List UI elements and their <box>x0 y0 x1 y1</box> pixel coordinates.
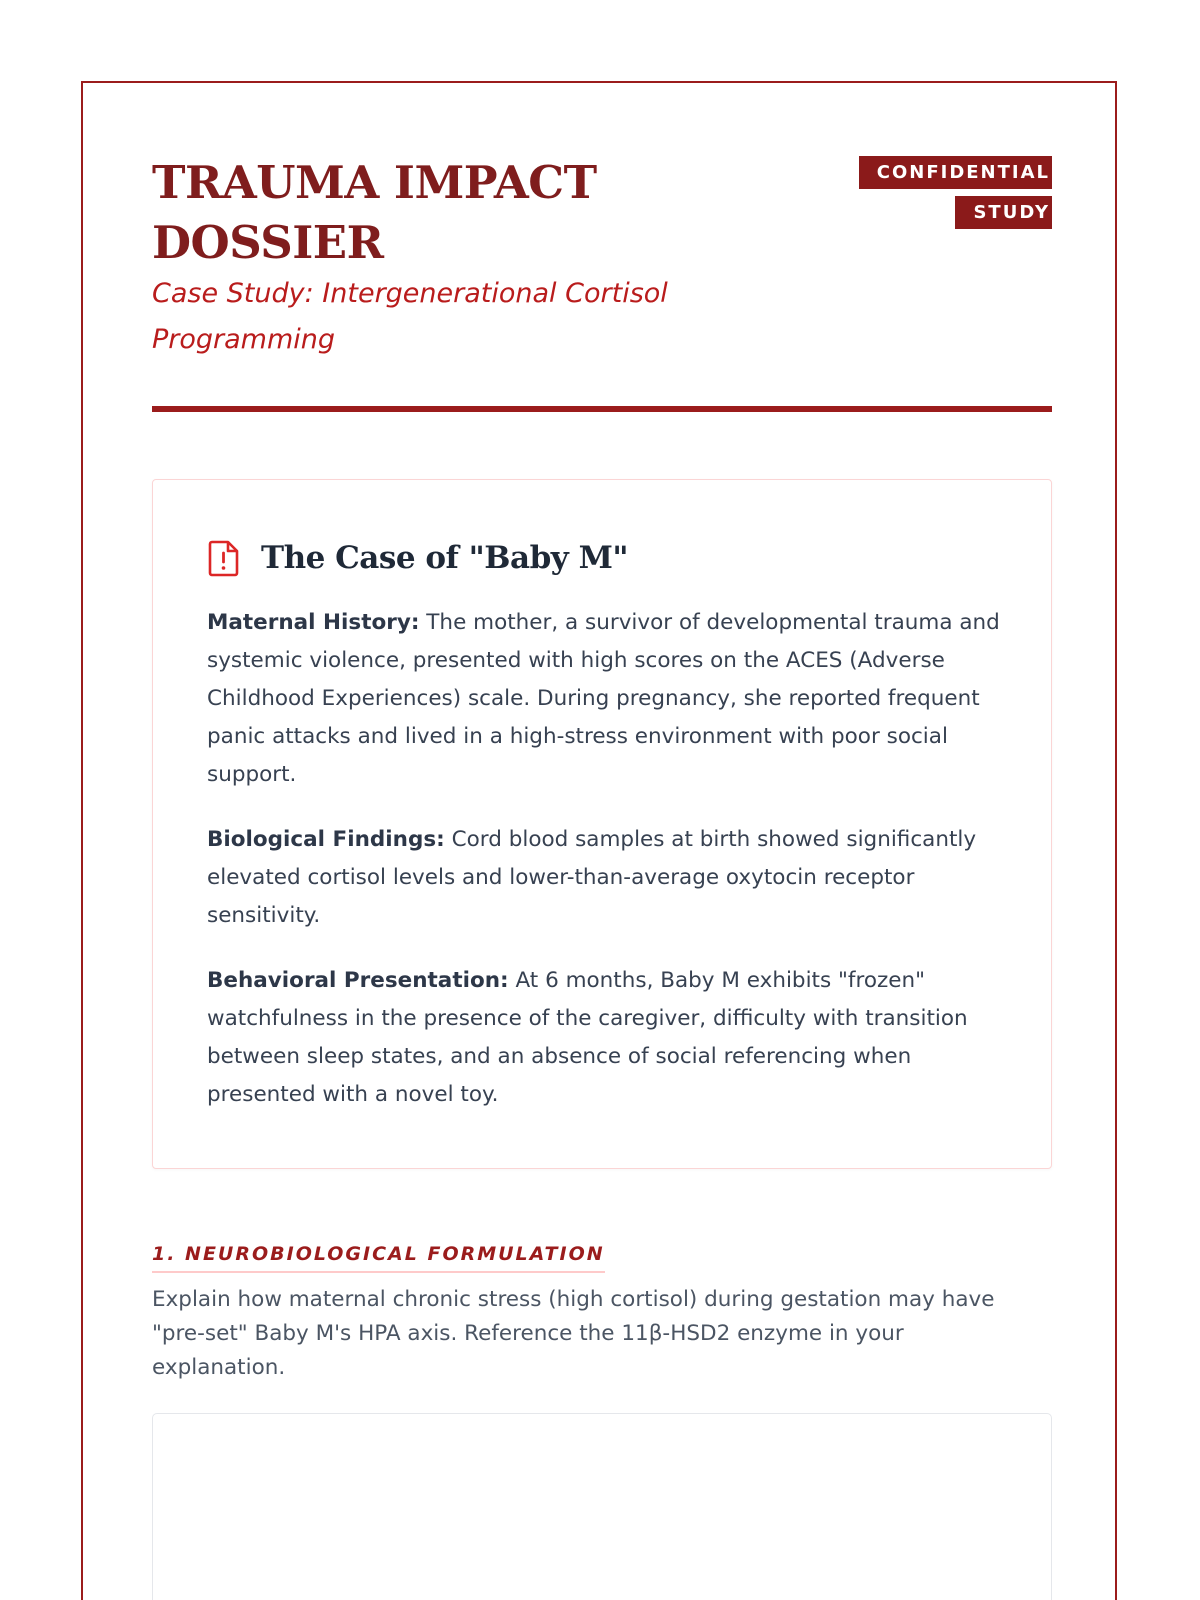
case-label: Behavioral Presentation: <box>207 968 509 993</box>
case-text: The mother, a survivor of developmental trauma and systemic violence, presented with high scores on the ACES (Adverse Childhood Experiences) scale. During pregnancy, she reported frequent panic attacks and lived in a high-stress environment with poor social support. <box>207 610 1000 787</box>
page-subtitle: Case Study: Intergenerational Cortisol Programming <box>152 278 668 355</box>
confidential-badge-wrap <box>852 153 1052 233</box>
case-paragraph-biological-findings <box>207 821 1007 935</box>
case-text: Cord blood samples at birth showed significantly elevated cortisol levels and lower-than-average oxytocin receptor sensitivity. <box>207 827 977 928</box>
confidential-badge: CONFIDENTIAL STUDY <box>859 156 1052 229</box>
section-1-answer-field[interactable] <box>152 1413 1052 1600</box>
case-card <box>152 479 1052 1169</box>
case-title: The Case of "Baby M" <box>261 540 629 576</box>
case-paragraph-behavioral-presentation <box>207 962 1007 1114</box>
file-alert-icon <box>207 539 241 577</box>
case-label: Maternal History: <box>207 610 420 635</box>
page-title: TRAUMA IMPACT DOSSIER <box>152 156 597 269</box>
case-header <box>207 536 628 580</box>
case-label: Biological Findings: <box>207 827 445 852</box>
dossier-header <box>152 153 1052 413</box>
section-1-prompt: Explain how maternal chronic stress (high cortisol) during gestation may have "pre-set" Baby M's HPA axis. Reference the 11β-HSD2 enzyme in your explanation. <box>152 1287 995 1380</box>
section-1-label: 1. NEUROBIOLOGICAL FORMULATION <box>152 1239 605 1273</box>
case-paragraph-maternal-history <box>207 604 1007 794</box>
case-body <box>207 604 1007 1141</box>
header-divider <box>152 406 1052 412</box>
case-text: At 6 months, Baby M exhibits "frozen" watchfulness in the presence of the caregiver, difficulty with transition between sleep states, and an absence of social referencing when presented with a novel toy. <box>207 968 968 1107</box>
dossier-sheet <box>81 81 1117 1600</box>
